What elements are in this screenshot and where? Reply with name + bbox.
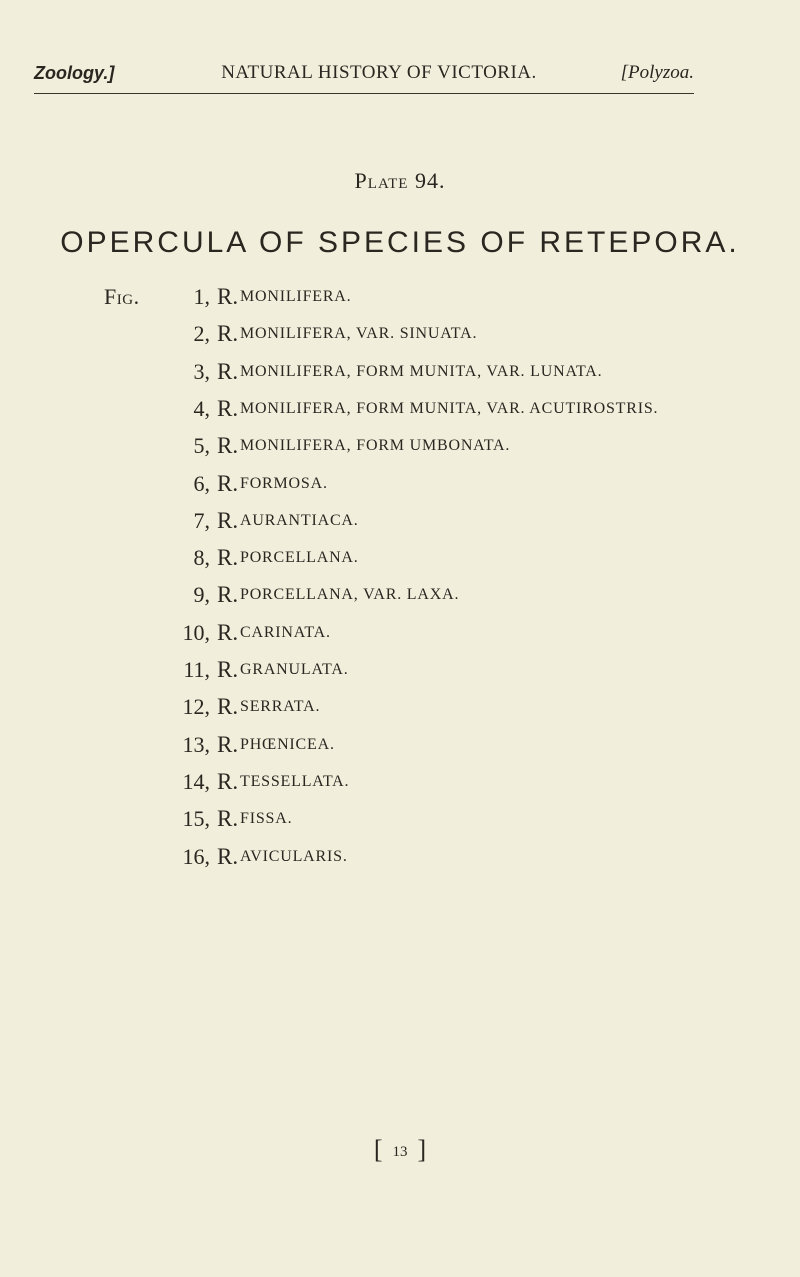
figure-species-name: AVICULARIS. <box>240 847 348 865</box>
page-number-open-bracket: [ <box>373 1135 383 1164</box>
figure-genus: R. <box>217 806 239 832</box>
running-head-subject: Zoology.] <box>34 63 115 83</box>
figure-genus: R. <box>217 321 239 347</box>
figure-item <box>0 277 800 317</box>
figure-genus: R. <box>217 694 239 720</box>
figure-number: 5, <box>193 433 210 459</box>
figure-genus: R. <box>217 843 239 869</box>
figure-genus: R. <box>217 358 239 384</box>
figure-species-name: MONILIFERA, FORM UMBONATA. <box>240 437 511 455</box>
figure-item <box>0 352 800 392</box>
figure-genus: R. <box>217 582 239 608</box>
figure-genus: R. <box>217 657 239 682</box>
running-head-section: [Polyzoa. <box>620 62 694 83</box>
figure-item <box>0 538 800 578</box>
page-number-close-bracket: ] <box>417 1135 427 1164</box>
figure-number: 7, <box>193 507 210 533</box>
figure-number: 2, <box>193 321 210 347</box>
figure-item <box>0 389 800 429</box>
running-head-title: NATURAL HISTORY OF VICTORIA. <box>221 62 537 83</box>
figure-species-name: PORCELLANA, VAR. LAXA. <box>240 586 460 604</box>
figure-number: 12, <box>182 694 210 720</box>
running-head <box>34 58 694 88</box>
figure-item <box>0 837 800 877</box>
header-rule <box>34 93 694 94</box>
figure-number: 11, <box>183 657 210 682</box>
figure-genus: R. <box>217 395 239 421</box>
figure-item <box>0 799 800 839</box>
figure-genus: R. <box>217 768 239 794</box>
figure-item <box>0 501 800 541</box>
figure-item <box>0 687 800 727</box>
figure-item <box>0 762 800 802</box>
figure-number: 6, <box>193 470 210 496</box>
page-heading: OPERCULA OF SPECIES OF RETEPORA. <box>60 226 740 259</box>
figure-species-name: MONILIFERA, FORM MUNITA, VAR. LUNATA. <box>240 362 603 380</box>
page-number <box>0 1135 800 1165</box>
figure-species-name: CARINATA. <box>240 623 331 641</box>
figure-item <box>0 314 800 354</box>
figure-species-name: TESSELLATA. <box>240 772 350 790</box>
figure-number: 9, <box>193 582 210 608</box>
figure-number: 13, <box>182 731 210 757</box>
figure-item <box>0 464 800 504</box>
figure-species-name: PHŒNICEA. <box>240 735 335 753</box>
figure-number: 15, <box>182 806 210 832</box>
figure-species-name: GRANULATA. <box>240 661 349 678</box>
figure-species-name: PORCELLANA. <box>240 549 359 567</box>
figure-genus: R. <box>217 731 239 757</box>
figure-species-name: MONILIFERA. <box>240 288 352 305</box>
figure-genus: R. <box>217 284 239 309</box>
figure-item <box>0 650 800 690</box>
figure-number: 4, <box>193 395 210 421</box>
figure-number: 10, <box>182 619 210 645</box>
figure-item <box>0 426 800 466</box>
figure-species-name: FISSA. <box>240 810 293 828</box>
figure-genus: R. <box>217 545 239 571</box>
figure-species-name: SERRATA. <box>240 698 321 716</box>
figure-species-name: FORMOSA. <box>240 474 328 492</box>
figure-genus: R. <box>217 619 239 645</box>
figure-number: 16, <box>182 843 210 869</box>
figure-species-name: MONILIFERA, FORM MUNITA, VAR. ACUTIROSTRIS. <box>240 399 659 417</box>
figure-species-name: AURANTIACA. <box>240 511 359 529</box>
fig-label: Fig. <box>104 284 140 309</box>
figure-genus: R. <box>217 507 239 533</box>
figure-item <box>0 613 800 653</box>
plate-title: Plate 94. <box>354 168 446 193</box>
figure-number: 14, <box>182 768 210 794</box>
figure-number: 8, <box>193 545 210 571</box>
figure-genus: R. <box>217 433 239 459</box>
figure-item <box>0 575 800 615</box>
figure-item <box>0 725 800 765</box>
figure-number: 3, <box>193 358 210 384</box>
page-number-value: 13 <box>392 1144 408 1160</box>
figure-number: 1, <box>193 284 210 309</box>
figure-species-name: MONILIFERA, VAR. SINUATA. <box>240 325 478 343</box>
figure-genus: R. <box>217 470 239 496</box>
